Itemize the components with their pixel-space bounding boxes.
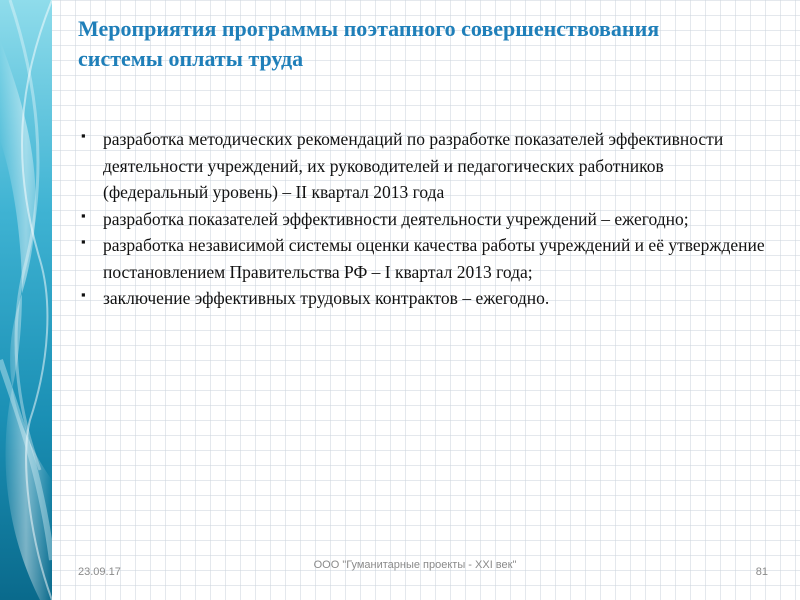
list-item [78, 232, 768, 285]
bullet-text: разработка независимой системы оценки качества работы учреждений и её утверждение постановлением Правительства РФ – I квартал 2013 года; [103, 235, 765, 282]
slide-title: Мероприятия программы поэтапного совершенствования системы оплаты труда [78, 16, 660, 71]
list-item [78, 126, 768, 206]
bullet-list [78, 126, 768, 312]
list-item [78, 206, 768, 233]
square-bullet-icon: ▪ [81, 287, 86, 302]
list-item [78, 285, 768, 312]
footer-page-number: 81 [755, 566, 768, 578]
bullet-text: заключение эффективных трудовых контрактов – ежегодно. [103, 288, 550, 308]
footer-date: 23.09.17 [78, 566, 121, 578]
square-bullet-icon: ▪ [81, 128, 86, 143]
footer-organization: ООО "Гуманитарные проекты - XXI век" [313, 559, 517, 571]
bullet-text: разработка методических рекомендаций по разработке показателей эффективности деятельности учреждений, их руководителей и педагогических работников (федеральный уровень) – II квартал 2013 года [103, 129, 724, 202]
decorative-left-band [0, 0, 52, 600]
bullet-text: разработка показателей эффективности деятельности учреждений – ежегодно; [103, 208, 689, 229]
square-bullet-icon: ▪ [81, 207, 86, 223]
square-bullet-icon: ▪ [81, 234, 86, 249]
